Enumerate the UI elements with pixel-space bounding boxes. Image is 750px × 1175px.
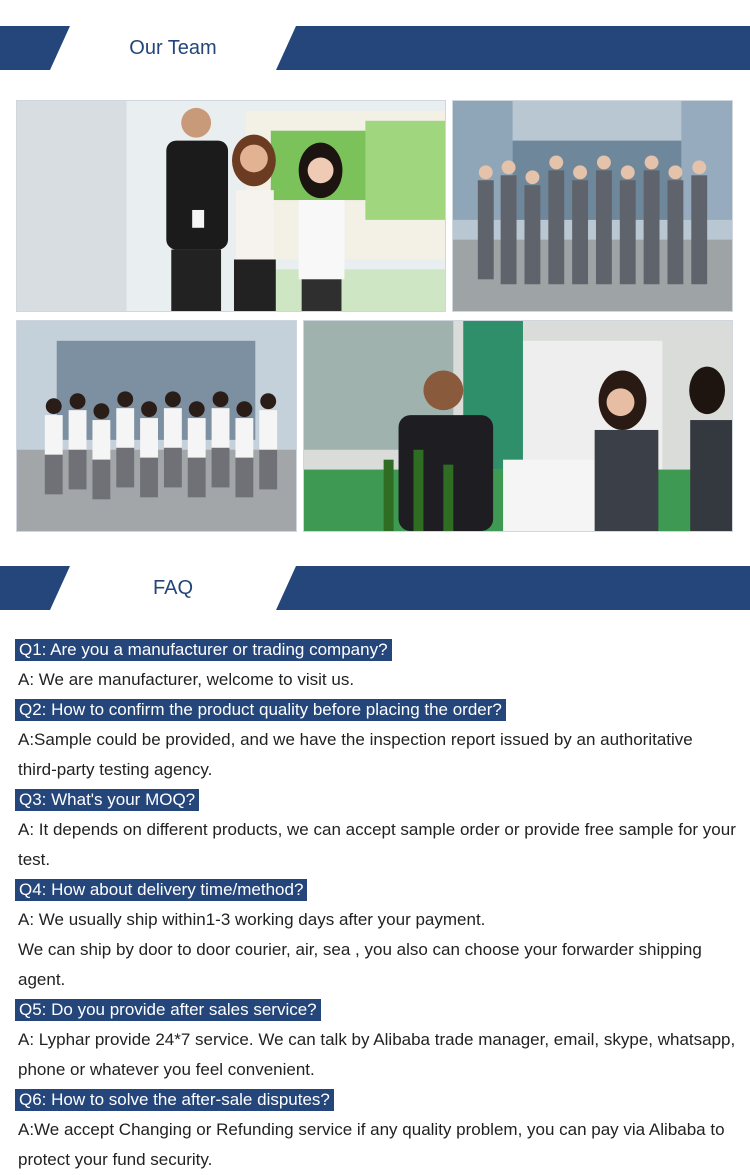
faq-question: Q3: What's your MOQ? — [15, 789, 199, 811]
exhibition-visitors-photo — [16, 100, 446, 312]
faq-answer-line: We can ship by door to door courier, air, sea , you also can choose your forwarder shipping — [18, 940, 702, 959]
our-team-banner — [0, 26, 750, 70]
faq-question: Q4: How about delivery time/method? — [15, 879, 307, 901]
faq-question: Q6: How to solve the after-sale disputes? — [15, 1089, 334, 1111]
faq-title: FAQ — [152, 577, 193, 599]
exhibition-booth-meeting-photo — [303, 320, 733, 532]
faq-item — [15, 995, 745, 1085]
faq-answer-line: agent. — [18, 970, 66, 989]
faq-answer-line: A:We accept Changing or Refunding service if any quality problem, you can pay via Alibaba to — [18, 1120, 725, 1139]
faq-question: Q1: Are you a manufacturer or trading company? — [15, 639, 392, 661]
faq-answer-line: third-party testing agency. — [18, 760, 213, 779]
faq-item — [15, 875, 745, 995]
faq-question: Q5: Do you provide after sales service? — [15, 999, 321, 1021]
faq-list — [15, 635, 745, 1175]
faq-answer-line: A: We usually ship within1-3 working days after your payment. — [18, 910, 486, 929]
faq-answer-line: A: It depends on different products, we can accept sample order or provide free sample for your — [18, 820, 736, 839]
faq-item — [15, 635, 745, 695]
faq-item — [15, 695, 745, 785]
team-outdoor-group-photo — [452, 100, 733, 312]
faq-question: Q2: How to confirm the product quality before placing the order? — [15, 699, 506, 721]
team-outdoor-white-shirts-photo — [16, 320, 297, 532]
faq-answer-line: A: Lyphar provide 24*7 service. We can talk by Alibaba trade manager, email, skype, whatsapp, — [18, 1030, 736, 1049]
faq-banner — [0, 566, 750, 610]
faq-answer-line: phone or whatever you feel convenient. — [18, 1060, 315, 1079]
our-team-title: Our Team — [129, 37, 217, 59]
faq-item — [15, 1085, 745, 1175]
faq-answer-line: A:Sample could be provided, and we have the inspection report issued by an authoritative — [18, 730, 693, 749]
faq-answer-line: protect your fund security. — [18, 1150, 213, 1169]
faq-answer-line: A: We are manufacturer, welcome to visit us. — [18, 670, 355, 689]
faq-answer-line: test. — [18, 850, 51, 869]
faq-item — [15, 785, 745, 875]
